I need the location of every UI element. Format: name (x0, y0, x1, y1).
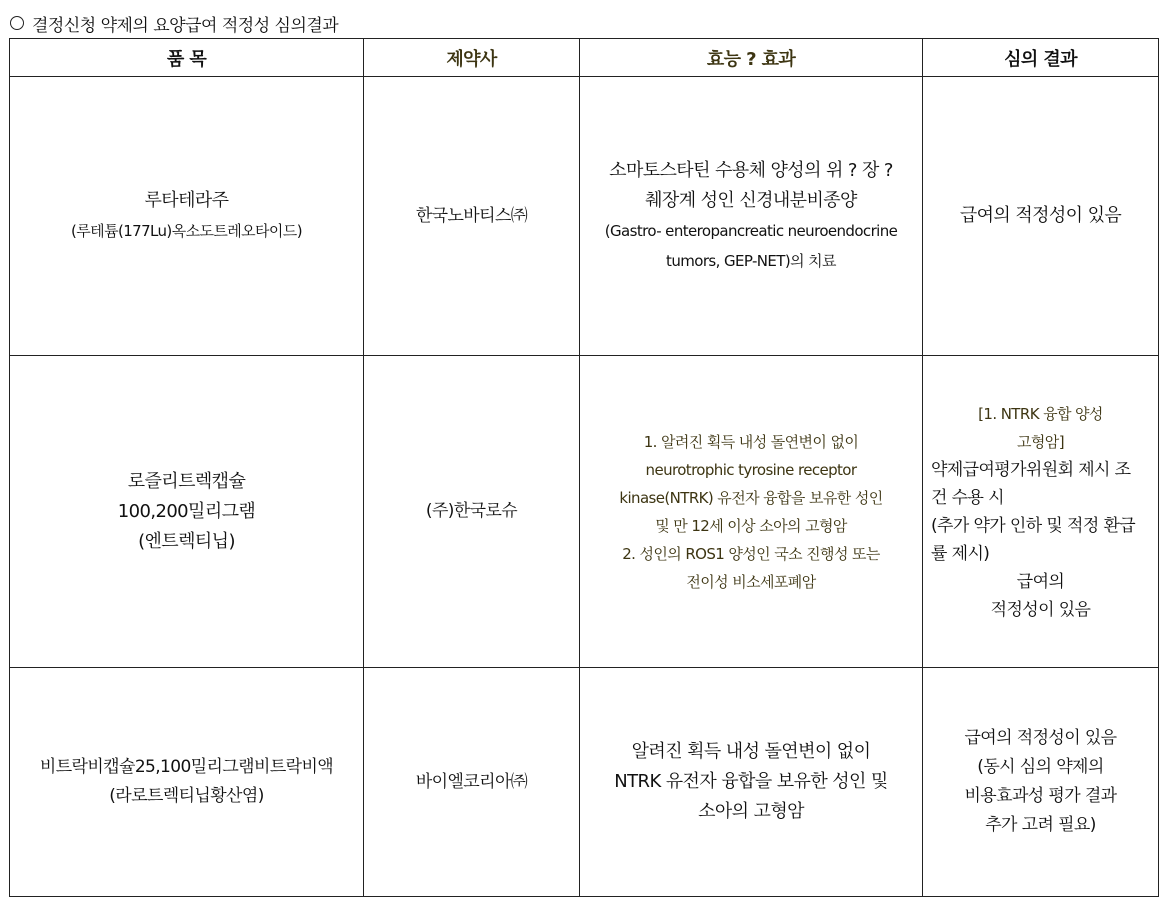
review-results-table (9, 38, 1159, 897)
indication-line: 전이성 비소세포폐암 (686, 572, 816, 591)
table-row (10, 77, 1159, 356)
result-line: 약제급여평가위원회 제시 조 (931, 459, 1131, 480)
indication-line: NTRK 유전자 융합을 보유한 성인 및 (614, 771, 888, 792)
product-name: 비트락비캡슐25,100밀리그램비트락비액 (39, 757, 334, 777)
result-line: 비용효과성 평가 결과 (964, 786, 1117, 806)
product-cell (10, 356, 364, 668)
result-line: 고형암] (1017, 432, 1064, 451)
result-line: 급여의 (1016, 571, 1065, 592)
indication-cell (580, 668, 923, 897)
result-cell (923, 668, 1159, 897)
header-product: 품 목 (10, 39, 364, 77)
result-line: (동시 심의 약제의 (977, 757, 1104, 777)
indication-line: kinase(NTRK) 유전자 융합을 보유한 성인 (619, 488, 883, 507)
company-name: 한국노바티스㈜ (415, 205, 528, 226)
indication-line: 및 만 12세 이상 소아의 고형암 (655, 516, 847, 535)
indication-line: 소아의 고형암 (698, 801, 804, 822)
circle-bullet-icon (10, 16, 24, 30)
product-name: 루타테라주 (144, 190, 229, 211)
result-line: 적정성이 있음 (990, 599, 1091, 620)
header-indication: 효능 ? 효과 (580, 39, 923, 77)
result-cell (923, 77, 1159, 356)
company-name: 바이엘코리아㈜ (415, 771, 528, 792)
indication-line: neurotrophic tyrosine receptor (645, 460, 857, 479)
result-cell (923, 356, 1159, 668)
company-cell (364, 77, 580, 356)
result-line: (추가 약가 인하 및 적정 환급 (931, 515, 1136, 536)
company-cell (364, 668, 580, 897)
result-line: 건 수용 시 (931, 487, 1004, 508)
table-row (10, 668, 1159, 897)
indication-line: 소마토스타틴 수용체 양성의 위 ? 장 ? (609, 160, 893, 181)
indication-line: 췌장계 성인 신경내분비종양 (645, 190, 857, 211)
indication-cell (580, 77, 923, 356)
product-ingredient: (라로트렉티닙황산염) (109, 786, 264, 806)
header-company: 제약사 (364, 39, 580, 77)
indication-cell (580, 356, 923, 668)
product-ingredient: (엔트렉티닙) (138, 530, 235, 552)
section-heading (10, 10, 338, 36)
product-cell (10, 77, 364, 356)
result-line: 률 제시) (931, 543, 990, 564)
indication-line: 2. 성인의 ROS1 양성인 국소 진행성 또는 (622, 544, 880, 563)
section-heading-text: 결정신청 약제의 요양급여 적정성 심의결과 (32, 15, 339, 36)
result-line: 급여의 적정성이 있음 (964, 728, 1117, 748)
header-result: 심의 결과 (923, 39, 1159, 77)
company-cell (364, 356, 580, 668)
result-line: [1. NTRK 융합 양성 (978, 404, 1103, 423)
indication-line: tumors, GEP-NET)의 치료 (666, 252, 836, 270)
result-line: 추가 고려 필요) (985, 815, 1096, 835)
product-name: 로즐리트렉캡슐 (127, 470, 246, 492)
table-row (10, 356, 1159, 668)
indication-line: 알려진 획득 내성 돌연변이 없이 (631, 741, 871, 762)
result-line: 급여의 적정성이 있음 (959, 205, 1122, 226)
indication-line: (Gastro- enteropancreatic neuroendocrine (604, 222, 898, 240)
table-header-row (10, 39, 1159, 77)
product-strength: 100,200밀리그램 (117, 500, 256, 522)
product-ingredient: (루테튬(177Lu)옥소도트레오타이드) (71, 222, 302, 240)
indication-line: 1. 알려진 획득 내성 돌연변이 없이 (643, 432, 859, 451)
product-cell (10, 668, 364, 897)
company-name: (주)한국로슈 (425, 501, 518, 521)
